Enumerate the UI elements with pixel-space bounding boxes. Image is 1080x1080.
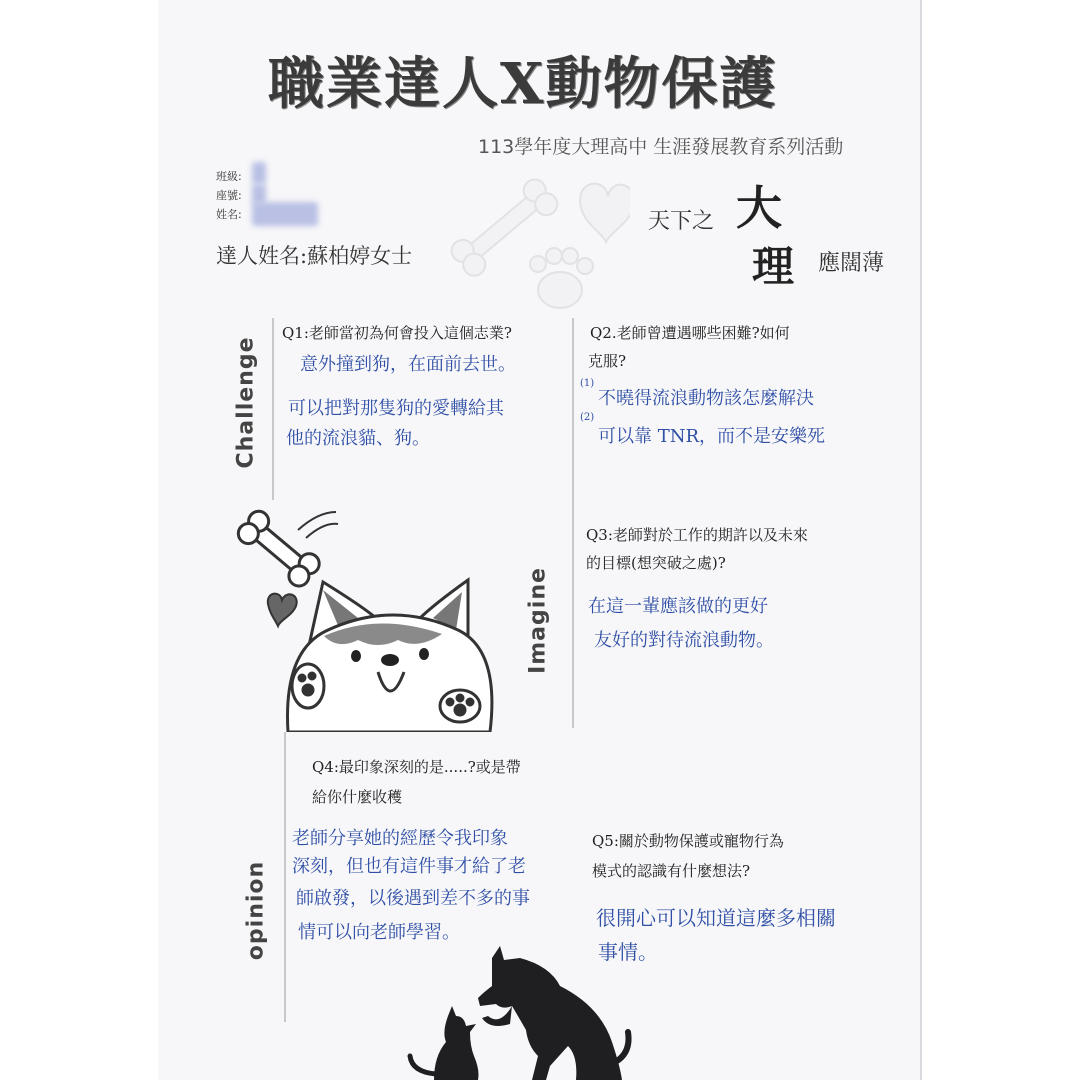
q2-marker: (2) [580, 412, 595, 423]
class-label: 班級: [216, 170, 242, 183]
logo-text-line1: 天下之 [648, 209, 715, 234]
q2-question: Q2.老師曾遭遇哪些困難?如何 [590, 324, 790, 342]
seat-redacted [252, 184, 266, 204]
section-label-challenge: Challenge [233, 336, 259, 469]
q3-answer-line: 在這一輩應該做的更好 [588, 596, 768, 617]
q4-question: Q4:最印象深刻的是.....?或是帶 [312, 758, 521, 776]
q4-answer-line: 師啟發，以後遇到差不多的事 [296, 888, 530, 909]
q3-answer-line: 友好的對待流浪動物。 [594, 630, 774, 651]
q1-answer-line: 可以把對那隻狗的愛轉給其 [288, 398, 504, 419]
q5-question: 模式的認識有什麼想法? [592, 862, 751, 880]
name-redacted [252, 202, 318, 226]
section-label-opinion: opinion [243, 860, 269, 961]
q2-answer-line: 可以靠 TNR，而不是安樂死 [598, 426, 826, 447]
paw-icon [530, 248, 593, 308]
class-redacted [252, 162, 266, 184]
page-subtitle: 113學年度大理高中 生涯發展教育系列活動 [478, 136, 844, 158]
heart-icon [580, 184, 630, 242]
q3-question: 的目標(想突破之處)? [586, 554, 726, 572]
logo-big-char-2: 理 [752, 242, 795, 291]
q4-answer-line: 深刻，但也有這件事才給了老 [292, 856, 526, 877]
q2-answer-line: 不曉得流浪動物該怎麼解決 [598, 388, 814, 409]
motion-line-icon [298, 512, 336, 530]
page-title: 職業達人X動物保護 [268, 51, 778, 117]
q5-answer-line: 很開心可以知道這麼多相關 [596, 906, 836, 930]
logo-text-line2: 應闊薄 [818, 251, 885, 276]
q3-question: Q3:老師對於工作的期許以及未來 [586, 526, 808, 544]
q1-answer-line: 意外撞到狗，在面前去世。 [300, 354, 516, 375]
corgi-illustration [228, 500, 576, 732]
name-label: 姓名: [216, 208, 242, 221]
grid-line [272, 318, 274, 500]
cat-dog-silhouette [400, 946, 636, 1080]
q4-answer-line: 老師分享她的經歷令我印象 [292, 828, 508, 849]
q2-question: 克服? [588, 352, 627, 370]
q5-question: Q5:關於動物保護或寵物行為 [592, 832, 784, 850]
cat-silhouette-icon [410, 1006, 479, 1080]
q2-marker: (1) [580, 378, 595, 389]
dog-silhouette-icon [478, 946, 629, 1080]
q1-answer-line: 他的流浪貓、狗。 [286, 428, 430, 449]
section-label-imagine: Imagine [525, 567, 551, 674]
paper-edge [920, 0, 922, 1080]
logo-big-char-1: 大 [736, 181, 782, 235]
grid-line [284, 732, 286, 1022]
q4-question: 給你什麼收穫 [312, 788, 403, 806]
q5-answer-line: 事情。 [598, 940, 658, 964]
seat-label: 座號: [216, 189, 242, 202]
decorative-stickers [430, 160, 630, 320]
expert-name: 達人姓名:蘇柏婷女士 [216, 244, 413, 268]
heart-icon [268, 594, 297, 626]
q4-answer-line: 情可以向老師學習。 [298, 922, 460, 943]
q1-question: Q1:老師當初為何會投入這個志業? [282, 324, 512, 342]
